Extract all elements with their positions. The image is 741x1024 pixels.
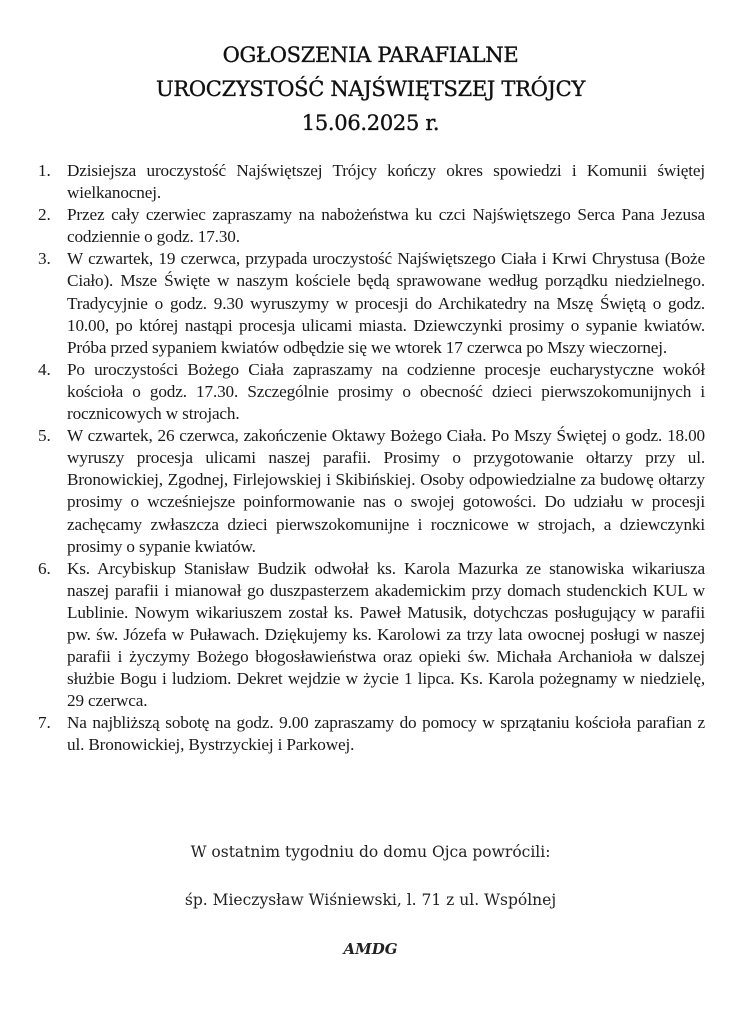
item-number: 1. — [38, 161, 51, 180]
document-title — [0, 38, 741, 140]
announcement-item — [38, 248, 705, 358]
item-text: Przez cały czerwiec zapraszamy na nabożeństwa ku czci Najświętszego Serca Pana Jezusa codziennie o godz. 17.30. — [67, 205, 705, 247]
item-number: 2. — [38, 205, 51, 225]
announcement-item — [38, 204, 705, 248]
item-text: Na najbliższą sobotę na godz. 9.00 zapraszamy do pomocy w sprzątaniu kościoła parafian z ul. Bronowickiej, Bystrzyckiej i Parkowej. — [67, 713, 705, 755]
item-text: Ks. Arcybiskup Stanisław Budzik odwołał ks. Karola Mazurka ze stanowiska wikariusza naszej parafii i mianował go duszpasterzem akademickim przy domach studenckich KUL w Lublinie. Nowym wikariuszem został ks. Paweł Matusik, dotychczas posługujący w parafii pw. św. Józefa w Puławach. Dziękujemy ks. Karolowi za trzy lata owocnej posługi w naszej parafii i życzymy Bożego błogosławieństwa oraz opieki św. Michała Archanioła w dalszej służbie Bogu i ludziom. Dekret wejdzie w życie 1 lipca. Ks. Karola pożegnamy w niedzielę, 29 czerwca. — [67, 558, 705, 711]
title-line-1: OGŁOSZENIA PARAFIALNE — [222, 43, 519, 67]
announcement-item — [38, 359, 705, 425]
item-number: 4. — [38, 359, 51, 379]
item-text: Dzisiejsza uroczystość Najświętszej Trójcy kończy okres spowiedzi i Komunii świętej wielkanocnej. — [67, 161, 705, 203]
item-number: 5. — [38, 426, 51, 446]
deceased-entry: śp. Mieczysław Wiśniewski, l. 71 z ul. Wspólnej — [184, 891, 557, 909]
item-text: W czwartek, 19 czerwca, przypada uroczystość Najświętszego Ciała i Krwi Chrystusa (Boże Ciało). Msze Święte w naszym kościele będą sprawowane według porządku niedzielnego. Tradycyjnie o godz. 9.30 wyruszymy w procesji do Archikatedry na Mszę Świętą o godz. 10.00, po której nastąpi procesja ulicami miasta. Dziewczynki prosimy o sypanie kwiatów. Próba przed sypaniem kwiatów odbędzie się we wtorek 17 czerwca po Mszy wieczornej. — [67, 249, 705, 357]
announcement-list — [38, 160, 705, 757]
announcement-item — [38, 160, 705, 204]
announcement-item — [38, 425, 705, 558]
item-number: 6. — [38, 558, 51, 578]
title-line-2: UROCZYSTOŚĆ NAJŚWIĘTSZEJ TRÓJCY — [155, 77, 586, 101]
item-number: 3. — [38, 249, 51, 269]
title-date: 15.06.2025 r. — [301, 111, 440, 135]
item-number: 7. — [38, 713, 51, 733]
deceased-heading: W ostatnim tygodniu do domu Ojca powrócili: — [190, 843, 551, 861]
item-text: Po uroczystości Bożego Ciała zapraszamy na codzienne procesje eucharystyczne wokół kościoła o godz. 17.30. Szczególnie prosimy o obecność dzieci pierwszokomunijnych i rocznicowych w strojach. — [67, 359, 705, 424]
item-text: W czwartek, 26 czerwca, zakończenie Oktawy Bożego Ciała. Po Mszy Świętej o godz. 18.00 wyruszy procesja ulicami naszej parafii. Prosimy o przygotowanie ołtarzy przy ul. Bronowickiej, Zgodnej, Firlejowskiej i Skibińskiej. Osoby odpowiedzialne za budowę ołtarzy prosimy o wcześniejsze poinformowanie nas o swojej gotowości. Do udziału w procesji zachęcamy zwłaszcza dzieci pierwszokomunijne i rocznicowe w strojach, a dziewczynki prosimy o sypanie kwiatów. — [67, 426, 705, 556]
announcement-item — [38, 712, 705, 756]
announcement-item — [38, 558, 705, 713]
closing-motto: AMDG — [343, 940, 398, 958]
